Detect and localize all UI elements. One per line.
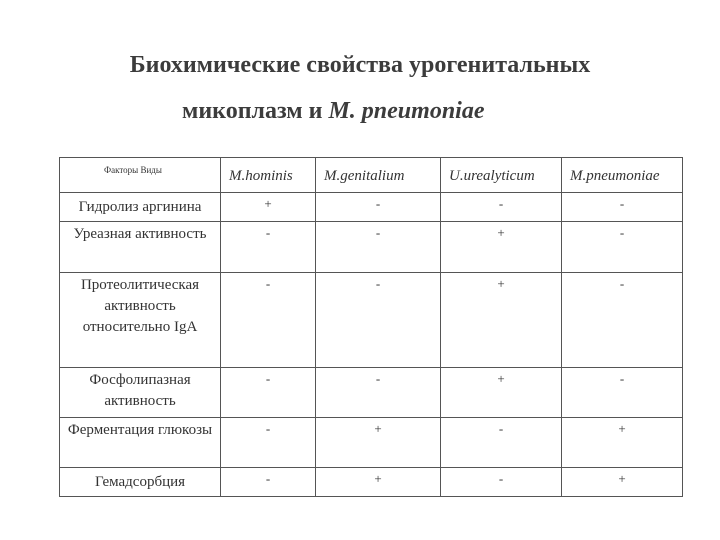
factor-cell: Ферментация глюкозы bbox=[60, 418, 221, 468]
value-cell: + bbox=[316, 418, 441, 468]
table-row bbox=[60, 222, 683, 273]
table-row bbox=[60, 418, 683, 468]
slide-title-line-2 bbox=[182, 98, 485, 125]
value-cell: - bbox=[221, 418, 316, 468]
value-cell: - bbox=[441, 193, 562, 222]
properties-table bbox=[59, 157, 683, 497]
value-cell: - bbox=[441, 468, 562, 497]
value-cell: - bbox=[221, 222, 316, 273]
value-cell: - bbox=[562, 273, 683, 368]
table-row bbox=[60, 368, 683, 418]
value-cell: - bbox=[316, 273, 441, 368]
value-cell: + bbox=[441, 368, 562, 418]
value-cell: + bbox=[441, 222, 562, 273]
column-header: M.hominis bbox=[221, 158, 316, 193]
value-cell: + bbox=[562, 468, 683, 497]
column-header: U.urealyticum bbox=[441, 158, 562, 193]
slide-title-line-1: Биохимические свойства урогенитальных bbox=[129, 52, 591, 78]
title-line-2-text: микоплазм и bbox=[182, 98, 329, 124]
value-cell: + bbox=[562, 418, 683, 468]
column-header: M.genitalium bbox=[316, 158, 441, 193]
factor-cell: Протеолитическая активность относительно IgA bbox=[60, 273, 221, 368]
table-row bbox=[60, 193, 683, 222]
value-cell: + bbox=[316, 468, 441, 497]
value-cell: - bbox=[221, 368, 316, 418]
table-header-row bbox=[60, 158, 683, 193]
value-cell: - bbox=[562, 368, 683, 418]
value-cell: - bbox=[316, 193, 441, 222]
corner-header: Факторы Виды bbox=[60, 158, 221, 193]
title-species-name: M. pneumoniae bbox=[328, 98, 485, 124]
value-cell: + bbox=[441, 273, 562, 368]
value-cell: - bbox=[562, 222, 683, 273]
value-cell: - bbox=[316, 222, 441, 273]
factor-cell: Фосфолипазная активность bbox=[60, 368, 221, 418]
table-row bbox=[60, 468, 683, 497]
table-row bbox=[60, 273, 683, 368]
value-cell: + bbox=[221, 193, 316, 222]
factor-cell: Гидролиз аргинина bbox=[60, 193, 221, 222]
value-cell: - bbox=[441, 418, 562, 468]
value-cell: - bbox=[221, 273, 316, 368]
value-cell: - bbox=[562, 193, 683, 222]
factor-cell: Уреазная активность bbox=[60, 222, 221, 273]
value-cell: - bbox=[316, 368, 441, 418]
column-header: M.pneumoniae bbox=[562, 158, 683, 193]
value-cell: - bbox=[221, 468, 316, 497]
factor-cell: Гемадсорбция bbox=[60, 468, 221, 497]
